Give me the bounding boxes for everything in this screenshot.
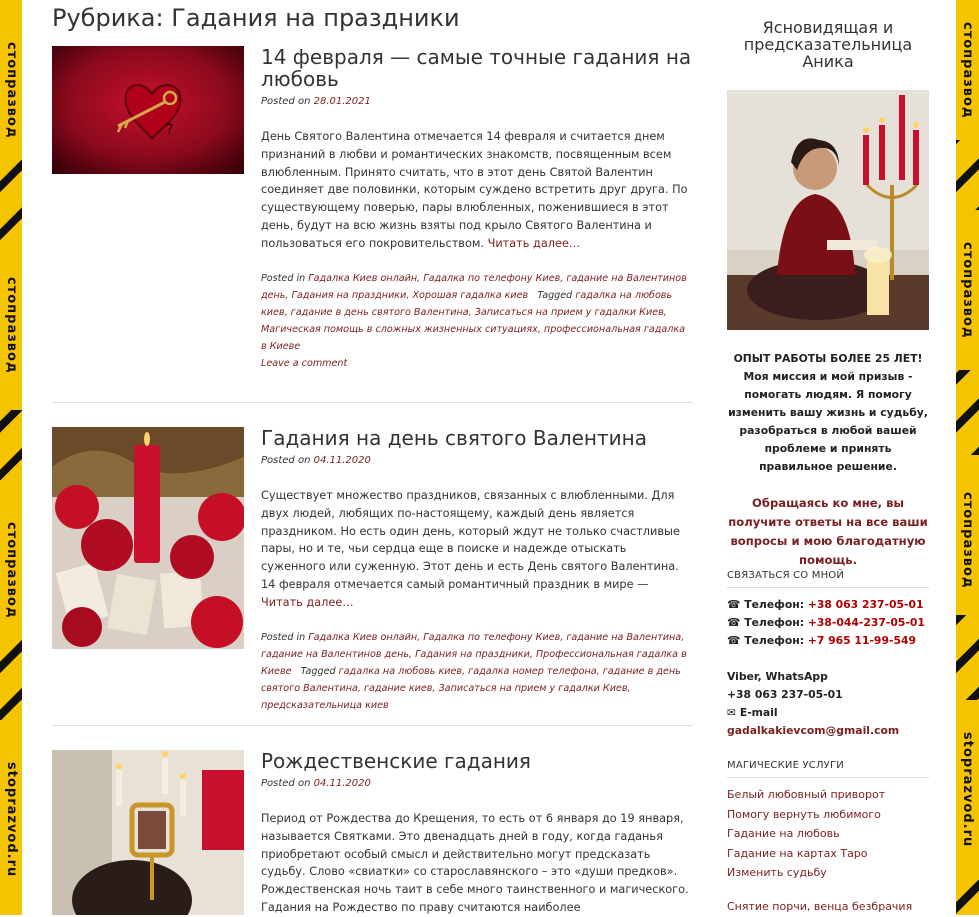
posted-on-label: Posted on [261,778,311,789]
service-link[interactable]: Изменить судьбу [727,866,827,879]
stripe-text: стопразвод [4,276,19,374]
post-thumbnail[interactable] [52,46,244,174]
post-separator [52,402,693,403]
tag-links[interactable]: гадалка на любовь киев, гадалка номер телефона, гадание в день святого Валентина, гадание киев, Записаться на прием у гадалки Киев, предсказательница киев [261,665,681,711]
phone-line [727,596,929,614]
post-excerpt [261,810,693,917]
email-line [727,722,929,740]
mission-text: Моя миссия и мой призыв - помогать людям. Я помогу изменить вашу жизнь и судьбу, разобраться в любой вашей проблеме и принять правильное решение. [728,370,928,473]
right-decorative-stripe [956,0,979,915]
phone-label: Телефон: [744,598,805,611]
stripe-text: stoprazvod.ru [4,762,19,878]
post-title-link[interactable]: 14 февраля — самые точные гадания на любовь [261,45,692,91]
service-link[interactable]: Гадание на любовь [727,827,840,840]
stripe-text: stoprazvod.ru [960,732,975,848]
stripe-text: стопразвод [4,41,19,139]
category-links[interactable]: Гадалка Киев онлайн, Гадалка по телефону Киев, гадание на Валентинов день, Гадания на праздники, Хорошая гадалка киев [261,272,687,301]
contact-heading: СВЯЗАТЬСЯ СО МНОЙ [727,570,929,588]
phone-link[interactable]: +38-044-237-05-01 [807,616,925,629]
post-excerpt [261,487,693,612]
post-separator [52,725,693,726]
page-title: Рубрика: Гадания на праздники [52,4,460,32]
post-meta [261,778,693,789]
email-link[interactable]: gadalkakievcom@gmail.com [727,724,900,737]
services-widget [727,760,929,916]
post-meta [261,455,693,466]
phone-link[interactable]: +7 965 11-99-549 [807,634,916,647]
category-links[interactable]: Гадалка Киев онлайн, Гадалка по телефону Киев, гадание на Валентина, гадание на Валентинов день, Гадания на праздники, Профессиональная гадалка в Киеве [261,631,687,677]
post-date-link[interactable]: 28.01.2021 [313,96,371,107]
services-heading: МАГИЧЕСКИЕ УСЛУГИ [727,760,929,778]
posted-in-label: Posted in [261,631,306,643]
phone-label: Телефон: [744,634,805,647]
sidebar [727,0,929,913]
service-link[interactable]: Помогу вернуть любимого [727,807,881,821]
sidebar-title: Ясновидящая и предсказательница Аника [743,18,913,71]
leave-comment-link[interactable]: Leave a comment [261,357,348,369]
stripe-text: стопразвод [4,521,19,619]
post-excerpt [261,128,693,253]
stripe-text: стопразвод [960,21,975,119]
read-more-link[interactable]: Читать далее… [487,236,581,250]
svg-text:?: ? [166,122,174,138]
viber-number: +38 063 237-05-01 [727,688,843,701]
post-date-link[interactable]: 04.11.2020 [313,455,371,466]
phone-link[interactable]: +38 063 237-05-01 [807,598,924,611]
stripe-text: стопразвод [960,241,975,339]
sidebar-about [727,350,929,570]
phone-icon: ☎ [727,616,741,629]
left-decorative-stripe [0,0,22,915]
post-meta [261,96,693,107]
contact-widget [727,570,929,740]
excerpt-text: Период от Рождества до Крещения, то есть от 6 января до 19 января, называется Святками. Это двенадцать дней в году, когда гаданья приобретают особый смысл и действительно могут предсказать судьбу. Слово «свиатки» со старославянского – это «души предков». Рождественская ночь таит в себе много таинственного и магического. Гадания на Рождество по праву считаются наиболее [261,812,689,914]
tagged-label: Tagged [537,289,573,301]
envelope-icon: ✉ [727,706,737,719]
posted-on-label: Posted on [261,455,311,466]
read-more-link[interactable]: Читать далее… [261,595,354,609]
post-title-link[interactable]: Гадания на день святого Валентина [261,426,647,450]
tag-links[interactable]: гадалка на любовь киев, гадание в день святого Валентина, Записаться на прием у гадалки Киев, Магическая помощь в сложных жизненных ситуациях, профессиональная гадалка в Киеве [261,289,686,352]
post-thumbnail[interactable] [52,750,244,915]
experience-text: ОПЫТ РАБОТЫ БОЛЕЕ 25 ЛЕТ! [733,352,923,365]
phone-icon: ☎ [727,598,741,611]
phone-label: Телефон: [744,616,805,629]
service-link[interactable]: Снятие порчи, венца безбрачия [727,899,913,913]
sidebar-fortune-teller-photo [727,90,929,330]
post-footer-meta [261,270,693,372]
email-line [727,704,929,722]
viber-label: Viber, WhatsApp [727,670,828,683]
stripe-text: стопразвод [960,491,975,589]
excerpt-text: Существует множество праздников, связанных с влюбленными. Для двух людей, любящих по-настоящему, каждый день является праздником. Но есть один день, который ждут не только счастливые пары, но и те, чьи сердца еще в поиске и надежде отыскать суженного или суженную. Этот день и есть День святого Валентина. 14 февраля отмечается самый романтичный праздник в мире — [261,489,680,591]
phone-icon: ☎ [727,634,741,647]
phone-line [727,614,929,632]
post-date-link[interactable]: 04.11.2020 [313,778,371,789]
post-title-link[interactable]: Рождественские гадания [261,749,531,773]
phone-line [727,632,929,650]
email-label: E-mail [739,706,778,719]
service-link[interactable]: Белый любовный приворот [727,788,886,801]
service-link[interactable]: Гадание на картах Таро [727,846,868,860]
posted-on-label: Posted on [261,96,311,107]
promise-text: Обращаясь ко мне, вы получите ответы на все ваши вопросы и мою благодатную помощь. [728,496,928,567]
tagged-label: Tagged [300,665,336,677]
post-thumbnail[interactable] [52,427,244,649]
posted-in-label: Posted in [261,272,306,284]
post-footer-meta [261,629,693,714]
excerpt-text: День Святого Валентина отмечается 14 февраля и считается днем признаний в любви и романтических знакомств, посвященным всем влюбленным. Принято считать, что в этот день Святой Валентин соединяет две половинки, которым суждено встретить друг друга. По существующему поверью, пары влюбленных, поженившиеся в этот день, будут на всю жизнь взяты под крыло Святого Валентина и пользоваться его покровительством. [261,130,688,250]
